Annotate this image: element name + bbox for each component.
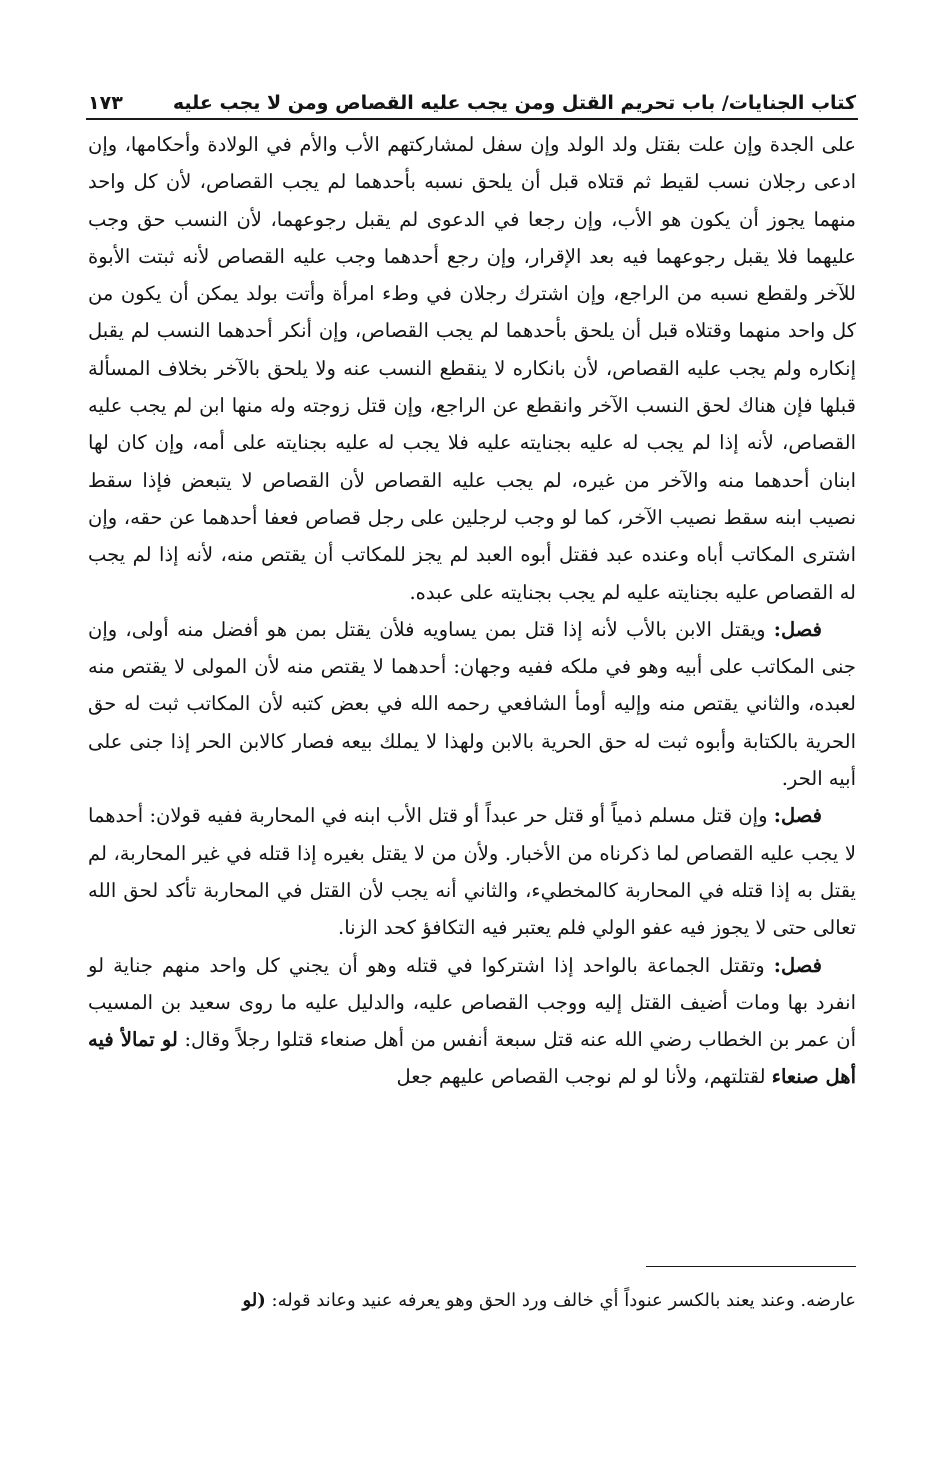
page-number: ١٧٣	[88, 92, 123, 114]
header-rule	[86, 118, 858, 120]
section-label-fasl: فصل:	[773, 953, 822, 977]
running-header	[88, 72, 856, 114]
footnote-bold-tail: (لو	[242, 1290, 266, 1311]
paragraph-4	[88, 947, 856, 1096]
footnote-text: عارضه. وعند يعند بالكسر عنوداً أي خالف ورد الحق وهو يعرفه عنيد وعاند قوله:	[265, 1290, 856, 1311]
paragraph-2-text: ويقتل الابن بالأب لأنه إذا قتل بمن يساويه فلأن يقتل بمن هو أفضل منه أولى، وإن جنى المكاتب على أبيه وهو في ملكه ففيه وجهان: أحدهما لا يقتص منه لأن المولى لا يقتص منه لعبده، والثاني يقتص منه وإليه أومأ الشافعي رحمه الله في بعض كتبه لأن المكاتب ثبت له حق الحرية بالكتابة وأبوه ثبت له حق الحرية بالابن ولهذا لا يملك بيعه فصار كالابن الحر إذا جنى على أبيه الحر.	[88, 617, 856, 791]
paragraph-4-text: وتقتل الجماعة بالواحد إذا اشتركوا في قتله وهو أن يجني كل واحد منهم جناية لو انفرد بها ومات أضيف القتل إليه ووجب القصاص عليه، والدليل عليه ما روى سعيد بن المسيب أن عمر بن الخطاب رضي الله عنه قتل سبعة أنفس من أهل صنعاء قتلوا رجلاً وقال:	[88, 953, 856, 1052]
paragraph-4-tail: لقتلتهم، ولأنا لو لم نوجب القصاص عليهم جعل	[396, 1065, 772, 1089]
hadith-quote: لو تمالأ فيه أهل صنعاء	[88, 1028, 856, 1089]
section-label-fasl: فصل:	[773, 804, 822, 828]
section-label-fasl: فصل:	[773, 617, 822, 641]
footnote-rule	[646, 1266, 856, 1267]
footnote	[88, 1284, 856, 1318]
main-text	[88, 126, 856, 1096]
paragraph-3-text: وإن قتل مسلم ذمياً أو قتل حر عبداً أو قتل الأب ابنه في المحاربة ففيه قولان: أحدهما لا يجب عليه القصاص لما ذكرناه من الأخبار. ولأن من لا يقتل بغيره إذا قتله في غير المحاربة، لم يقتل به إذا قتله في المحاربة كالمخطيء، والثاني أنه يجب لأن القتل في المحاربة تأكد لحق الله تعالى حتى لا يجوز فيه عفو الولي فلم يعتبر فيه التكافؤ كحد الزنا.	[88, 804, 856, 940]
paragraph-3	[88, 797, 856, 946]
header-title: كتاب الجنايات/ باب تحريم القتل ومن يجب عليه القصاص ومن لا يجب عليه	[172, 92, 856, 114]
paragraph-1: على الجدة وإن علت بقتل ولد الولد وإن سفل لمشاركتهم الأب والأم في الولادة وأحكامها، وإن ادعى رجلان نسب لقيط ثم قتلاه قبل أن يلحق نسبه بأحدهما لم يجب القصاص، لأن كل واحد منهما يجوز أن يكون هو الأب، وإن رجعا في الدعوى لم يقبل رجوعهما، لأن النسب حق وجب عليهما فلا يقبل رجوعهما فيه بعد الإقرار، وإن رجع أحدهما وجب عليه القصاص لأنه ثبتت الأبوة للآخر ولقطع نسبه من الراجع، وإن اشترك رجلان في وطء امرأة وأتت بولد يمكن أن يكون من كل واحد منهما وقتلاه قبل أن يلحق بأحدهما لم يجب القصاص، وإن أنكر أحدهما النسب لم يقبل إنكاره ولم يجب عليه القصاص، لأن بانكاره لا ينقطع النسب عنه ولا يلحق بالآخر بخلاف المسألة قبلها فإن هناك لحق النسب الآخر وانقطع عن الراجع، وإن قتل زوجته وله منها ابن لم يجب عليه القصاص، لأنه إذا لم يجب له عليه بجنايته عليه فلا يجب له عليه بجنايته على أمه، وإن كان لها ابنان أحدهما منه والآخر من غيره، لم يجب عليه القصاص لأن القصاص لا يتبعض فإذا سقط نصيب ابنه سقط نصيب الآخر، كما لو وجب لرجلين على رجل قصاص فعفا أحدهما عن حقه، وإن اشترى المكاتب أباه وعنده عبد فقتل أبوه العبد لم يجز للمكاتب أن يقتص منه، لأنه إذا لم يجب له القصاص عليه بجنايته عليه لم يجب بجنايته على عبده.	[88, 133, 856, 604]
paragraph-2	[88, 611, 856, 797]
